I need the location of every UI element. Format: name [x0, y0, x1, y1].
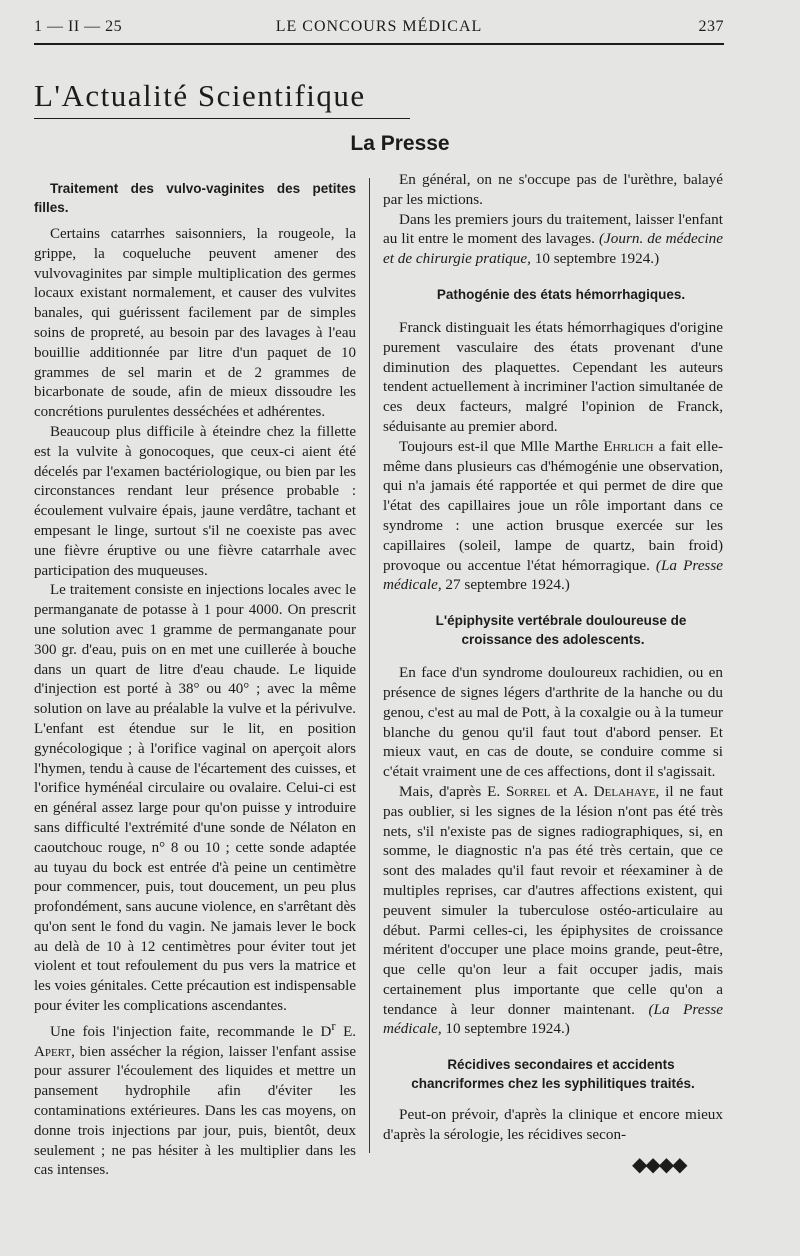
article-title-pathogenie: Pathogénie des états hémorrhagiques.	[436, 286, 686, 302]
citation: (La Presse médicale,	[383, 1000, 724, 1038]
paragraph: Le traitement consiste en injections locales avec le permanganate de potasse à 1 pour 4000. On prescrit une solution avec 1 gramme de permanganate pour 300 gr. d'eau, puis on en met une cuillerée à bouche dans un quart de litre d'eau chaude. Le liquide d'injection est porté à 38° ou 40° ; avec la même solution on lave au préalable la vulve et la périvulve. L'enfant est étendue sur le lit, en position gynécologique ; à l'orifice vaginal on aperçoit alors l'hymen, tendu à cause de l'écartement des cuisses, et l'orifice hyménéal circulaire ou ovalaire. Celui-ci est en général assez large pour qu'on puisse y introduire sans difficulté l'extrémité d'une sonde de Nélaton en caoutchouc rouge, n° 8 ou 10 ; cette sonde adaptée au tuyau du bock est entrée d'à peine un centimètre pour commencer, puis, tout doucement, un peu plus profondément, sans aucune violence, en s'arrêtant dès qu'on sent le fond du vagin. Ne jamais lever le bock au delà de 10 à 12 centimètres pour éviter tout jet violent et tout refoulement du pus vers la matrice et les voies génitales. Cette précaution est indispensable pour éviter les complications ascendantes.	[34, 582, 356, 1015]
text-run: et	[556, 782, 568, 800]
page-number: 237	[698, 18, 724, 35]
paragraph: En général, on ne s'occupe pas de l'urèthre, balayé par les mictions.	[383, 171, 723, 208]
section-title: L'Actualité Scientifique	[34, 78, 366, 113]
citation: (La Presse médicale,	[383, 556, 723, 594]
citation-date: 27 septembre 1924.)	[445, 576, 570, 594]
paragraph	[383, 782, 723, 1039]
paragraph: Peut-on prévoir, d'après la clinique et encore mieux d'après la sérologie, les récidives secon-	[383, 1106, 723, 1144]
paragraph: Franck distinguait les états hémorrhagiques d'origine purement vasculaire des états provenant d'une diminution des plaquettes. Cependant les auteurs tendent actuellement à incriminer l'action simultanée de ces deux facteurs, malgré l'opinion de Franck, séduisante au premier abord.	[383, 318, 723, 435]
issue-date: 1 — II — 25	[34, 18, 123, 35]
paragraph	[383, 437, 723, 595]
running-header	[34, 18, 724, 40]
article-title-vulvo-vaginites: Traitement des vulvo-vaginites des petites filles.	[34, 181, 356, 215]
text-run: Une fois l'injection faite, recommande le D	[50, 1023, 332, 1040]
superscript: r	[331, 1018, 336, 1033]
text-run: Toujours est-il que Mlle Marthe	[399, 437, 599, 455]
right-column	[383, 170, 723, 1145]
paragraph	[383, 210, 723, 269]
journal-name: LE CONCOURS MÉDICAL	[275, 18, 483, 35]
citation: (Journ. de médecine et de chirurgie pratique,	[383, 230, 723, 268]
text-run: Mais, d'après	[399, 782, 482, 800]
citation-date: 10 septembre 1924.)	[445, 1020, 570, 1038]
header-rule	[34, 43, 724, 45]
paragraph: Beaucoup plus difficile à éteindre chez la fillette est la vulvite à gonocoques, que ceux-ci aient été décelés par l'examen bactériologique, ou bien par les circonstances rendant leur présence probable : écoulement vulvaire épais, jaune verdâtre, tachant et empesant le linge, surtout s'il ne coexiste pas avec une fièvre éruptive ou une fièvre catarrhale avec participation des muqueuses.	[34, 423, 356, 579]
author-name: Ehrlich	[603, 437, 654, 455]
text-run: Dans les premiers jours du traitement, laisser l'enfant au lit entre le moment des lavages.	[383, 210, 723, 248]
article-title-epiphysite: L'épiphysite vertébrale douloureuse de croissance des adolescents.	[435, 613, 687, 648]
ornament-fleurons: ◆◆◆◆	[632, 1154, 686, 1176]
text-run: a fait elle-même dans plusieurs cas d'hémogénie une observation, qui n'a jamais été rapportée et qui permet de dire que l'état des capillaires joue un rôle important dans ce syndrome : une action brusque exercée sur les capillaires (soleil, lampe de quartz, bain froid) provoque ou accentue l'état hémorragique.	[383, 437, 724, 574]
left-column	[34, 170, 356, 1181]
text-run: , bien assécher la région, laisser l'enfant assise pour assurer l'écoulement des liquides et mettre un pansement hydrophile afin d'éviter les contaminations extérieures. Dans les cas moyens, on donne trois injections par jour, puis, bientôt, deux seulement ; ne pas hésiter à les multiplier dans les cas intenses.	[34, 1043, 356, 1179]
column-divider	[369, 178, 370, 1153]
section-title-rule	[34, 118, 410, 119]
author-name: E. Apert	[34, 1023, 356, 1060]
rubric-title: La Presse	[350, 132, 450, 155]
author-name: A. Delahaye	[573, 782, 656, 800]
author-name: E. Sorrel	[487, 782, 551, 800]
paragraph: En face d'un syndrome douloureux rachidien, ou en présence de signes légers d'arthrite de la hanche ou du genou, c'est au mal de Pott, à la coxalgie ou à la tumeur blanche du genou qu'il faut tout d'abord penser. Et mieux vaut, en cas de doute, se conduire comme si c'était vraiment une de ces affections, dont il s'agissait.	[383, 664, 723, 781]
article-title-recidives: Récidives secondaires et accidents chancriformes chez les syphilitiques traités.	[411, 1057, 695, 1092]
text-run: , il ne faut pas oublier, si les signes de la lésion n'ont pas été très nets, s'il n'existe pas de signes radiographiques, si, en somme, le diagnostic n'a pas été très certain, que ce sont des malades qu'il faut revoir et réexaminer à de multiples reprises, car d'autres affections existent, qui peuvent simuler la tuberculose ostéo-articulaire au début. Parmi celles-ci, les épiphysites de croissance méritent d'occuper une place moins grande, peut-être, que celle qu'on leur a fait occuper jadis, mais certainement plus importante que celle qu'on a tendance à leur donner maintenant.	[383, 782, 724, 1018]
paragraph: Certains catarrhes saisonniers, la rougeole, la grippe, la coqueluche peuvent amener des vulvovaginites par simple multiplication des germes locaux existant normalement, et causer des vulvites banales, qui guérissent facilement par de simples soins de propreté, au besoin par des lavages à l'eau bouillie additionnée par litre d'un paquet de 10 grammes de sel marin et de 2 grammes de bicarbonate de soude, afin de mieux dissoudre les concrétions purulentes desséchées et adhérentes.	[34, 226, 356, 421]
citation-date: 10 septembre 1924.)	[534, 250, 660, 268]
paragraph	[34, 1017, 356, 1181]
